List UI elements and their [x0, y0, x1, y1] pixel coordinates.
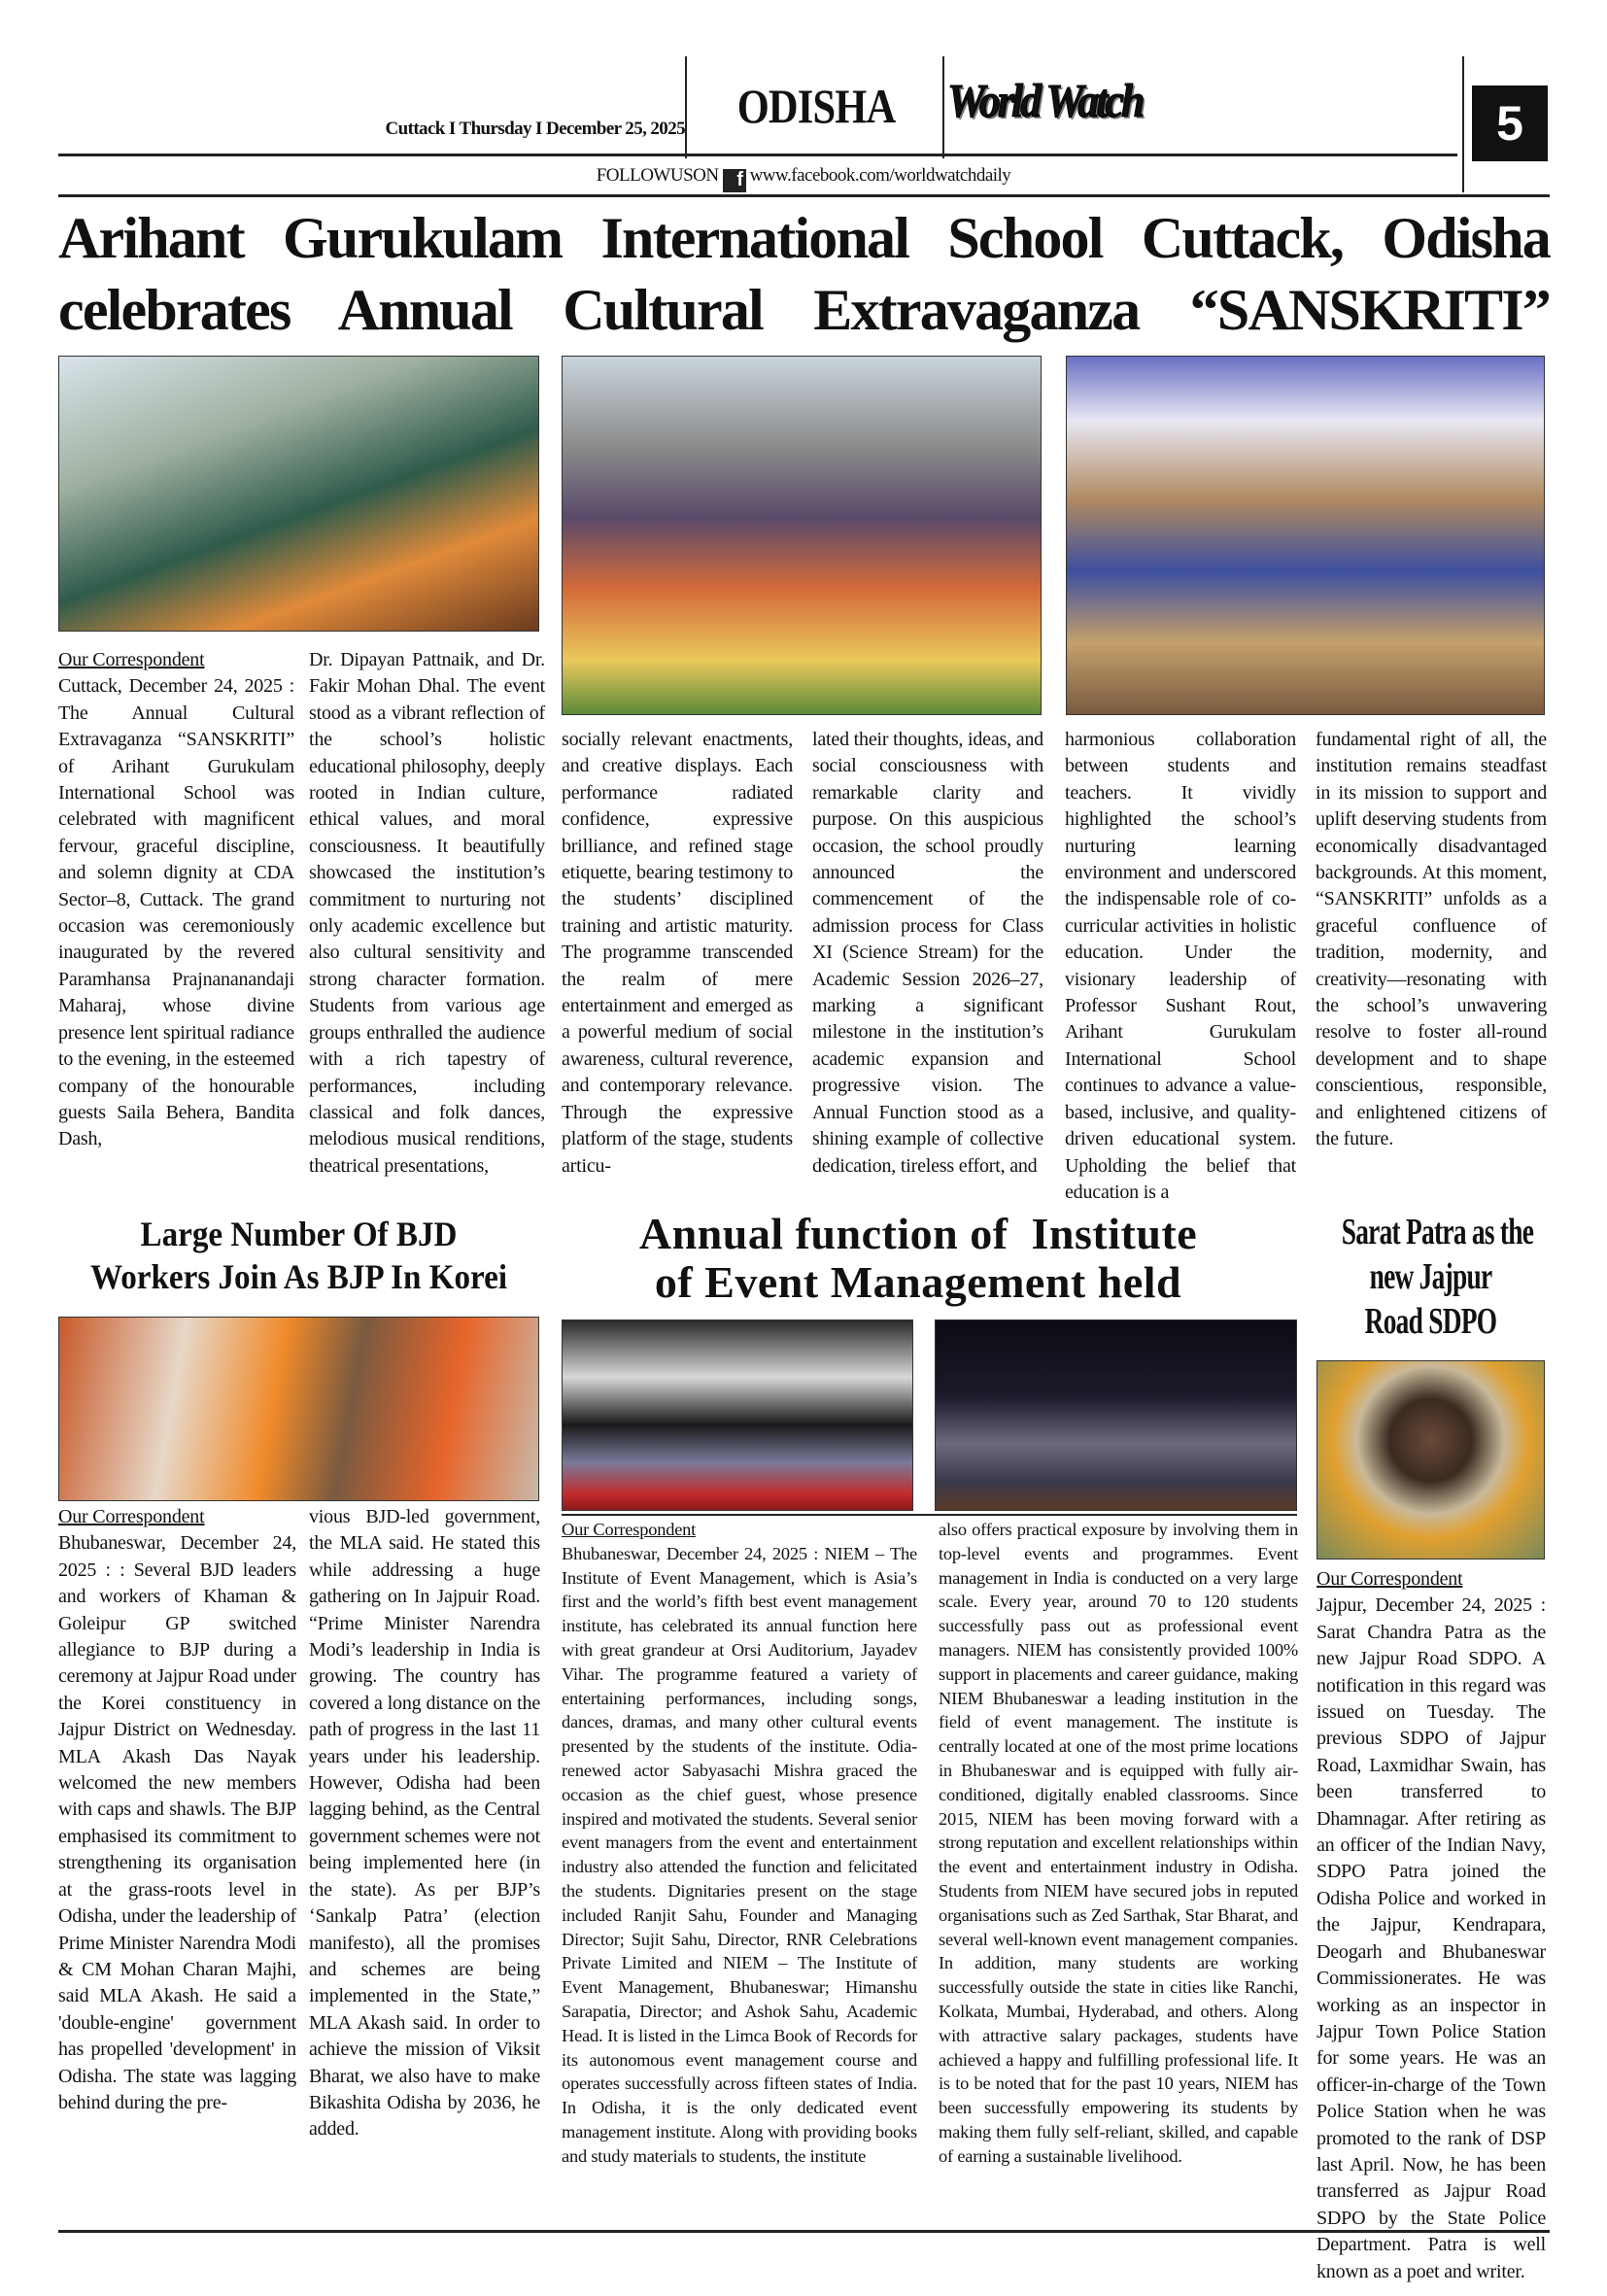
- article-text: Bhubaneswar, December 24, 2025 : NIEM – The Institute of Event Management, which is Asia’s first and the world’s fifth best event management institute, has celebrated its annual function here with great grandeur at Orsi Auditorium, Jayadev Vihar. The programme featured a variety of entertaining performances, including songs, dances, dramas, and many other cultural events presented by the students of the institute. Odia-renewed actor Sabyasachi Mishra graced the occasion as the chief guest, whose presence inspired and motivated the students. Several senior event managers from the event and entertainment industry also attended the function and felicitated the students. Dignitaries present on the stage included Ranjit Sahu, Founder and Managing Director; Sujit Sahu, Director, RNR Celebrations Private Limited and NIEM – The Institute of Event Management, Bhubaneswar; Himanshu Sarapatia, Director; and Ashok Sahu, Academic Head. It is listed in the Limca Book of Records for its autonomous event management course and operates successfully across fifteen states of India. In Odisha, it is the only dedicated event management institute. Along with providing books and study materials to students, the institute: [562, 1543, 917, 2166]
- date-line: Cuttack I Thursday I December 25, 2025: [385, 119, 685, 139]
- lead-column-6: fundamental right of all, the institution remains steadfast in its mission to support and uplift deserving students from economically disadvantaged backgrounds. At this moment, “SANSKRITI” unfolds as a graceful confluence of tradition, modernity, and creativity—resonating with the school’s unwavering resolve to foster all-round development and to shape conscientious, responsible, and enlightened citizens of the future.: [1316, 729, 1547, 1150]
- byline: Our Correspondent: [1316, 1568, 1463, 1590]
- header-rule: [58, 194, 1550, 197]
- world-watch-logo: World Watch: [947, 75, 1143, 127]
- group-stage-photo: [935, 1319, 1297, 1511]
- masthead-divider: [942, 56, 944, 158]
- red-carpet-photo: [562, 1319, 913, 1511]
- byline: Our Correspondent: [58, 1506, 205, 1527]
- niem-column-1: [562, 1518, 917, 2225]
- article-text: Bhubaneswar, December 24, 2025 : : Several BJD leaders and workers of Khaman & Goleipur GP switched allegiance to BJP during a ceremony at Jajpur Road under the Korei constituency in Jajpur District on Wednesday. MLA Akash Das Nayak welcomed the new members with caps and shawls. The BJP emphasised its commitment to strengthening its organisation at the grass-roots level in Odisha, under the leadership of Prime Minister Narendra Modi & CM Mohan Charan Majhi, said MLA Akash. He said a 'double-engine' government has propelled 'development' in Odisha. The state was lagging behind during the pre-: [58, 1532, 296, 2113]
- sdpo-headline-line2: new Jajpur: [1369, 1256, 1492, 1297]
- audience-photo: [1066, 356, 1545, 715]
- lead-column-1: [58, 647, 294, 1206]
- lead-headline-line2: celebrates Annual Cultural Extravaganza “SANSKRITI”: [58, 278, 1550, 342]
- sdpo-portrait-photo: [1316, 1360, 1545, 1559]
- story-rule: [562, 1514, 1297, 1516]
- article-text: Cuttack, December 24, 2025 : The Annual Cultural Extravaganza “SANSKRITI” of Arihant Gurukulam International School was celebrated with magnificent fervour, graceful discipline, and solemn dignity at CDA Sector–8, Cuttack. The grand occasion was ceremoniously inaugurated by the revered Paramhansa Prajnananandaji Maharaj, whose divine presence lent spiritual radiance to the evening, in the esteemed company of the honourable guests Saila Behera, Bandita Dash,: [58, 675, 294, 1150]
- sdpo-headline-line1: Sarat Patra as the: [1341, 1212, 1534, 1252]
- lead-column-5: harmonious collaboration between students and teachers. It vividly highlighted the school’s nurturing learning environment and underscored the indispensable role of co-curricular activities in holistic education. Under the visionary leadership of Professor Sushant Rout, Arihant Gurukulam International School continues to advance a value-based, inclusive, and quality-driven educational system. Upholding the belief that education is a: [1065, 729, 1296, 1203]
- follow-label: FOLLOWUSON: [596, 165, 719, 186]
- lead-column-3: socially relevant enactments, and creative displays. Each performance radiated confidence, expressive brilliance, and refined stage etiquette, bearing testimony to the students’ disciplined training and artistic maturity. The programme transcended the realm of mere entertainment and emerged as a powerful medium of social awareness, cultural reverence, and contemporary relevance. Through the expressive platform of the stage, students articu-: [562, 729, 793, 1177]
- bjd-headline-line1: Large Number Of BJD: [140, 1215, 458, 1253]
- article-text: Jajpur, December 24, 2025 : Sarat Chandra Patra as the new Jajpur Road SDPO. A notification in this regard was issued on Tuesday. The previous SDPO of Jajpur Road, Laxmidhar Swain, has been transferred to Dhamnagar. After retiring as an officer of the Indian Navy, SDPO Patra joined the Odisha Police and worked in the Jajpur, Kendrapara, Deogarh and Bhubaneswar Commissionerates. He was working as an inspector in Jajpur Town Police Station for some years. He was an officer-in-charge of the Town Police Station when he was promoted to the rank of DSP last April. Now, he has been transferred as Jajpur Road SDPO by the State Police Department. Patra is well known as a poet and writer.: [1316, 1594, 1546, 2282]
- byline: Our Correspondent: [58, 649, 205, 670]
- niem-column-2: also offers practical exposure by involving them in top-level events and programmes. Event management in India is conducted on a very large scale. Every year, around 70 to 120 students successfully pass out as professional event managers. NIEM has consistently provided 100% support in placements and career guidance, making NIEM Bhubaneswar a leading institution in the field of event management. The institute is centrally located at one of the most prime locations in Bhubaneswar and is equipped with fully air-conditioned, digitally enabled classrooms. Since 2015, NIEM has been moving forward with a strong reputation and excellent relationships within the event and entertainment industry in Odisha. Students from NIEM have secured jobs in reputed organisations such as Zed Sarthak, Star Bharat, and several well-known event management companies. In addition, many students are working successfully outside the state in cities like Ranchi, Kolkata, Mumbai, Hyderabad, and others. Along with attractive salary packages, students have achieved a happy and fulfilling professional life. It is to be noted that for the past 10 years, NIEM has been successfully empowering its students by making them fully self-reliant, skilled, and capable of earning a sustainable livelihood.: [939, 1520, 1298, 2166]
- niem-headline-line1: Annual function of Institute: [638, 1209, 1198, 1258]
- sdpo-column: [1316, 1566, 1546, 2282]
- sdpo-headline-line3: Road SDPO: [1364, 1301, 1497, 1342]
- lead-headline-line1: Arihant Gurukulam International School Cuttack, Odisha: [58, 206, 1550, 270]
- section-title: ODISHA: [736, 79, 896, 133]
- facebook-url[interactable]: www.facebook.com/worldwatchdaily: [749, 165, 1011, 186]
- stage-guests-photo: [562, 356, 1042, 715]
- header-rule: [58, 154, 1457, 156]
- byline: Our Correspondent: [562, 1520, 697, 1539]
- lead-column-2: Dr. Dipayan Pattnaik, and Dr. Fakir Mohan Dhal. The event stood as a vibrant reflection of the school’s holistic educational philosophy, deeply rooted in Indian culture, ethical values, and moral consciousness. It beautifully showcased the institution’s commitment to nurturing not only academic excellence but also cultural sensitivity and strong character formation. Students from various age groups enthralled the audience with a rich tapestry of performances, including classical and folk dances, melodious musical renditions, theatrical presentations,: [309, 649, 545, 1177]
- facebook-icon: f: [723, 169, 746, 192]
- bjd-column-1: [58, 1504, 296, 2223]
- bjd-headline: [78, 1213, 520, 1298]
- bjd-column-2: vious BJD-led government, the MLA said. He stated this while addressing a huge gathering on In Jajpuir Road. “Prime Minister Narendra Modi’s leadership in India is growing. The country has covered a long distance on the path of progress in the last 11 years under his leadership. However, Odisha had been lagging behind, as the Central government schemes were not being implemented here (in the state). As per BJP’s ‘Sankalp Patra’ (election manifesto), all the promises and schemes are being implemented in the State,” MLA Akash said. In order to achieve the mission of Viksit Bharat, we also have to make Bikashita Odisha by 2036, he added.: [309, 1506, 540, 2141]
- page-number: 5: [1472, 86, 1548, 161]
- lead-column-4: lated their thoughts, ideas, and social consciousness with remarkable clarity and purpose. On this auspicious occasion, the school proudly announced the commencement of the admission process for Class XI (Science Stream) for the Academic Session 2026–27, marking a significant milestone in the institution’s academic expansion and progressive vision. The Annual Function stood as a shining example of collective dedication, tireless effort, and: [812, 729, 1043, 1177]
- bjp-joining-photo: [58, 1317, 539, 1501]
- follow-us-line: [0, 165, 1607, 192]
- niem-headline: [568, 1210, 1268, 1307]
- bjd-headline-line2: Workers Join As BJP In Korei: [89, 1257, 508, 1296]
- sdpo-headline: [1341, 1210, 1534, 1344]
- niem-headline-line2: of Event Management held: [654, 1257, 1182, 1307]
- lamp-lighting-photo: [58, 356, 539, 632]
- masthead-divider: [685, 56, 687, 158]
- footer-rule: [58, 2230, 1550, 2233]
